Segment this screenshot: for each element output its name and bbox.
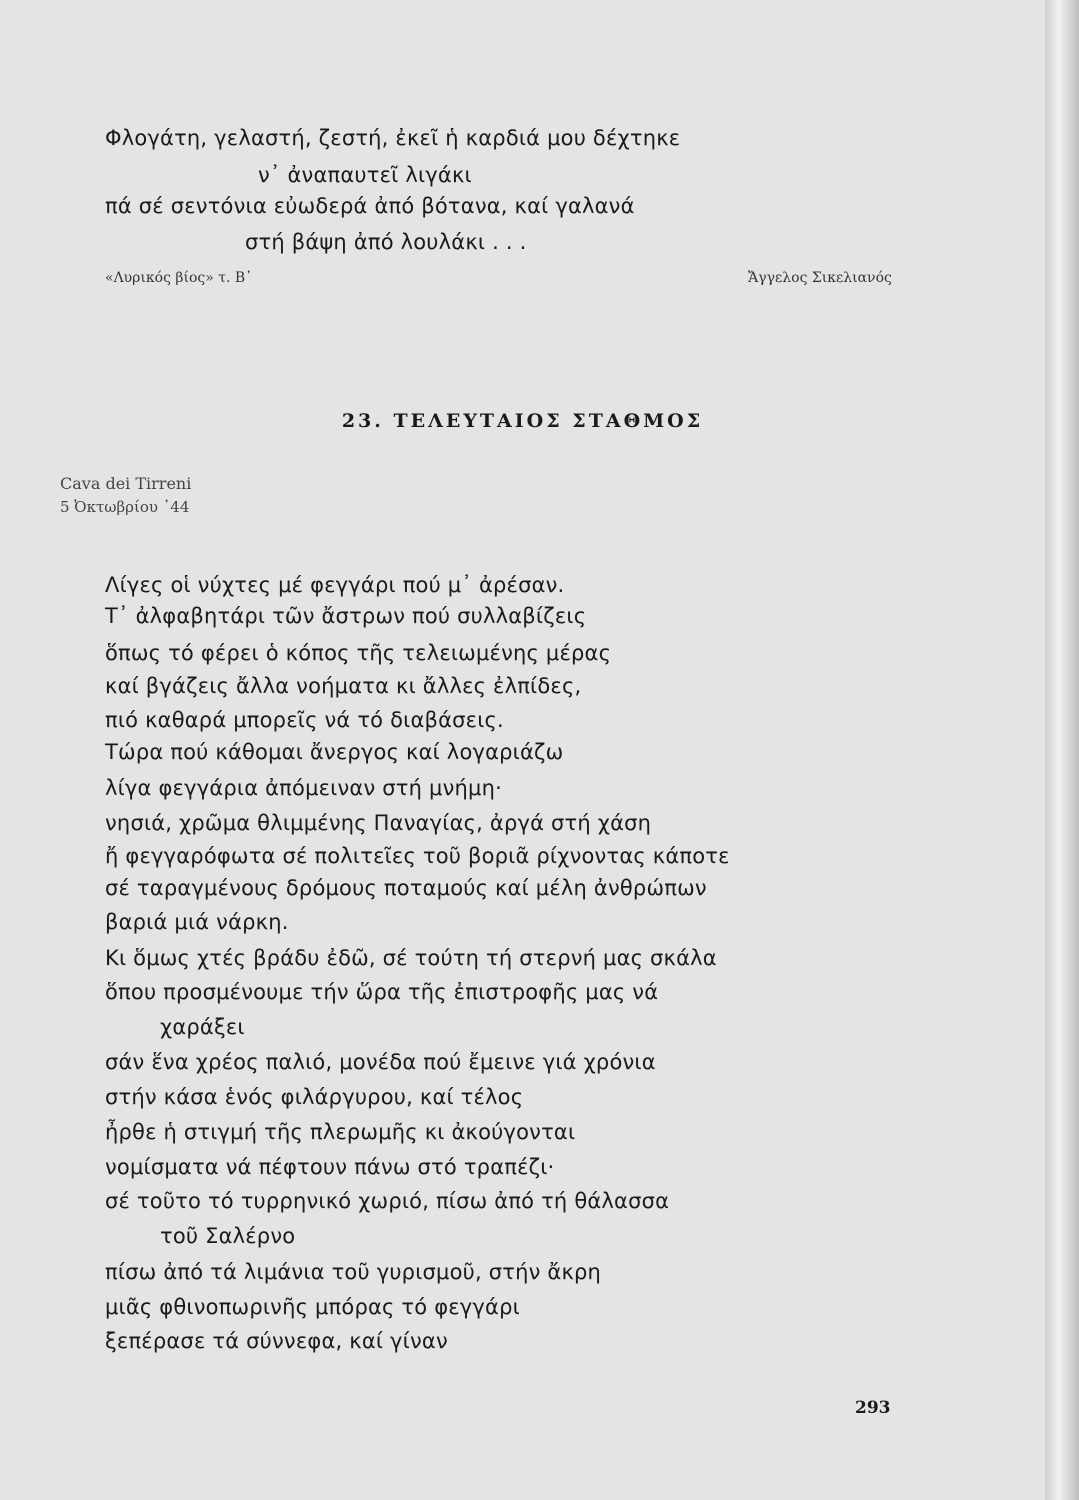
poem-line: καί βγάζεις ἄλλα νοήματα κι ἄλλες ἐλπίδες,	[105, 674, 582, 698]
poem-line: Τώρα πού κάθομαι ἄνεργος καί λογαριάζω	[105, 740, 564, 764]
poem-line: πίσω ἀπό τά λιμάνια τοῦ γυρισμοῦ, στήν ἄκρη	[105, 1260, 602, 1284]
intro-line-1: Φλογάτη, γελαστή, ζεστή, ἐκεῖ ἡ καρδιά μου δέχτηκε	[105, 126, 681, 150]
intro-line-2: ν᾽ ἀναπαυτεῖ λιγάκι	[258, 163, 472, 187]
place-label: Cava dei Tirreni	[60, 474, 192, 493]
poem-line: λίγα φεγγάρια ἀπόμειναν στή μνήμη·	[105, 776, 502, 800]
intro-line-4: στή βάψη ἀπό λουλάκι . . .	[245, 230, 527, 254]
poem-line: χαράξει	[160, 1015, 245, 1039]
attribution-source: «Λυρικός βίος» τ. Β᾽	[105, 270, 253, 286]
poem-line: μιᾶς φθινοπωρινῆς μπόρας τό φεγγάρι	[105, 1295, 520, 1319]
poem-line: Τ᾽ ἀλφαβητάρι τῶν ἄστρων πού συλλαβίζεις	[105, 604, 587, 628]
poem-line: Κι ὅμως χτές βράδυ ἐδῶ, σέ τούτη τή στερνή μας σκάλα	[105, 946, 717, 970]
poem-line: ἤ φεγγαρόφωτα σέ πολιτεῖες τοῦ βοριᾶ ρίχνοντας κάποτε	[105, 844, 730, 868]
poem-line: ὅπου προσμένουμε τήν ὥρα τῆς ἐπιστροφῆς μας νά	[105, 980, 659, 1004]
poem-line: στήν κάσα ἑνός φιλάργυρου, καί τέλος	[105, 1085, 524, 1109]
poem-line: νησιά, χρῶμα θλιμμένης Παναγίας, ἀργά στή χάση	[105, 811, 652, 835]
poem-line: σέ ταραγμένους δρόμους ποταμούς καί μέλη ἀνθρώπων	[105, 876, 707, 900]
poem-line: ὅπως τό φέρει ὁ κόπος τῆς τελειωμένης μέρας	[105, 641, 612, 665]
poem-line: τοῦ Σαλέρνο	[160, 1224, 296, 1248]
poem-line: Λίγες οἱ νύχτες μέ φεγγάρι πού μ᾽ ἀρέσαν.	[105, 573, 565, 597]
intro-line-3: πά σέ σεντόνια εὐωδερά ἀπό βότανα, καί γαλανά	[105, 194, 635, 218]
poem-line: νομίσματα νά πέφτουν πάνω στό τραπέζι·	[105, 1155, 555, 1179]
attribution-author: Ἄγγελος Σικελιανός	[748, 270, 892, 286]
poem-line: ἦρθε ἡ στιγμή τῆς πλερωμῆς κι ἀκούγονται	[105, 1120, 576, 1144]
date-label: 5 Ὀκτωβρίου ᾽44	[60, 498, 190, 516]
poem-line: ξεπέρασε τά σύννεφα, καί γίναν	[105, 1329, 448, 1353]
poem-heading: 23. ΤΕΛΕΥΤΑΙΟΣ ΣΤΑΘΜΟΣ	[341, 410, 704, 432]
poem-line: βαριά μιά νάρκη.	[105, 910, 289, 934]
poem-line: σέ τοῦτο τό τυρρηνικό χωριό, πίσω ἀπό τή θάλασσα	[105, 1189, 670, 1213]
poem-line: πιό καθαρά μπορεῖς νά τό διαβάσεις.	[105, 708, 504, 732]
page-number: 293	[855, 1398, 891, 1418]
page-edge	[1045, 0, 1079, 1500]
poem-line: σάν ἕνα χρέος παλιό, μονέδα πού ἔμεινε γιά χρόνια	[105, 1050, 656, 1074]
